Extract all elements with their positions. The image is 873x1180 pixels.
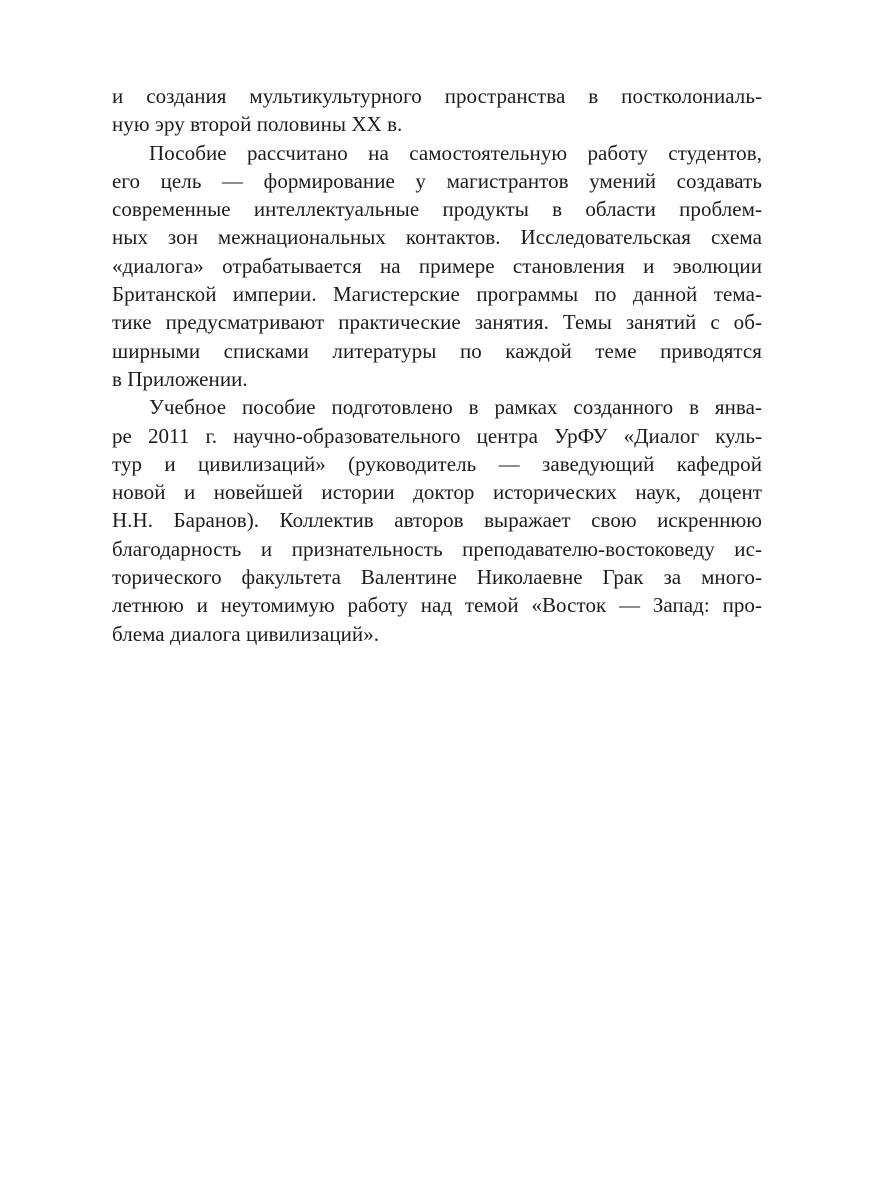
paragraph-intro-continuation bbox=[112, 82, 762, 139]
text-line: торического факультета Валентине Николаевне Грак за много- bbox=[112, 565, 762, 590]
text-line: Пособие рассчитано на самостоятельную работу студентов, bbox=[149, 140, 762, 165]
text-line: Учебное пособие подготовлено в рамках созданного в янва- bbox=[149, 395, 762, 420]
text-line: летнюю и неутомимую работу над темой «Восток — Запад: про- bbox=[112, 593, 762, 618]
text-line: благодарность и признательность преподавателю-востоковеду ис- bbox=[112, 536, 762, 561]
text-line: Н.Н. Баранов). Коллектив авторов выражает свою искреннюю bbox=[112, 508, 762, 533]
text-line: «диалога» отрабатывается на примере становления и эволюции bbox=[112, 253, 762, 278]
document-page bbox=[112, 82, 762, 648]
text-line: ную эру второй половины XX в. bbox=[112, 112, 403, 137]
paragraph-textbook-purpose bbox=[112, 139, 762, 394]
text-line: ре 2011 г. научно-образовательного центра УрФУ «Диалог куль- bbox=[112, 423, 762, 448]
text-line: тур и цивилизаций» (руководитель — заведующий кафедрой bbox=[112, 451, 762, 476]
text-line: Британской империи. Магистерские программы по данной тема- bbox=[112, 282, 762, 307]
text-line: новой и новейшей истории доктор исторических наук, доцент bbox=[112, 480, 762, 505]
text-line: современные интеллектуальные продукты в области проблем- bbox=[112, 197, 762, 222]
text-line: в Приложении. bbox=[112, 366, 248, 391]
text-line: его цель — формирование у магистрантов умений создавать bbox=[112, 168, 762, 193]
text-line: блема диалога цивилизаций». bbox=[112, 621, 380, 646]
text-line: и создания мультикультурного пространства в постколониаль- bbox=[112, 84, 762, 108]
paragraph-acknowledgements bbox=[112, 393, 762, 648]
text-line: ных зон межнациональных контактов. Исследовательская схема bbox=[112, 225, 762, 250]
text-line: ширными списками литературы по каждой теме приводятся bbox=[112, 338, 762, 363]
text-line: тике предусматривают практические занятия. Темы занятий с об- bbox=[112, 310, 762, 335]
